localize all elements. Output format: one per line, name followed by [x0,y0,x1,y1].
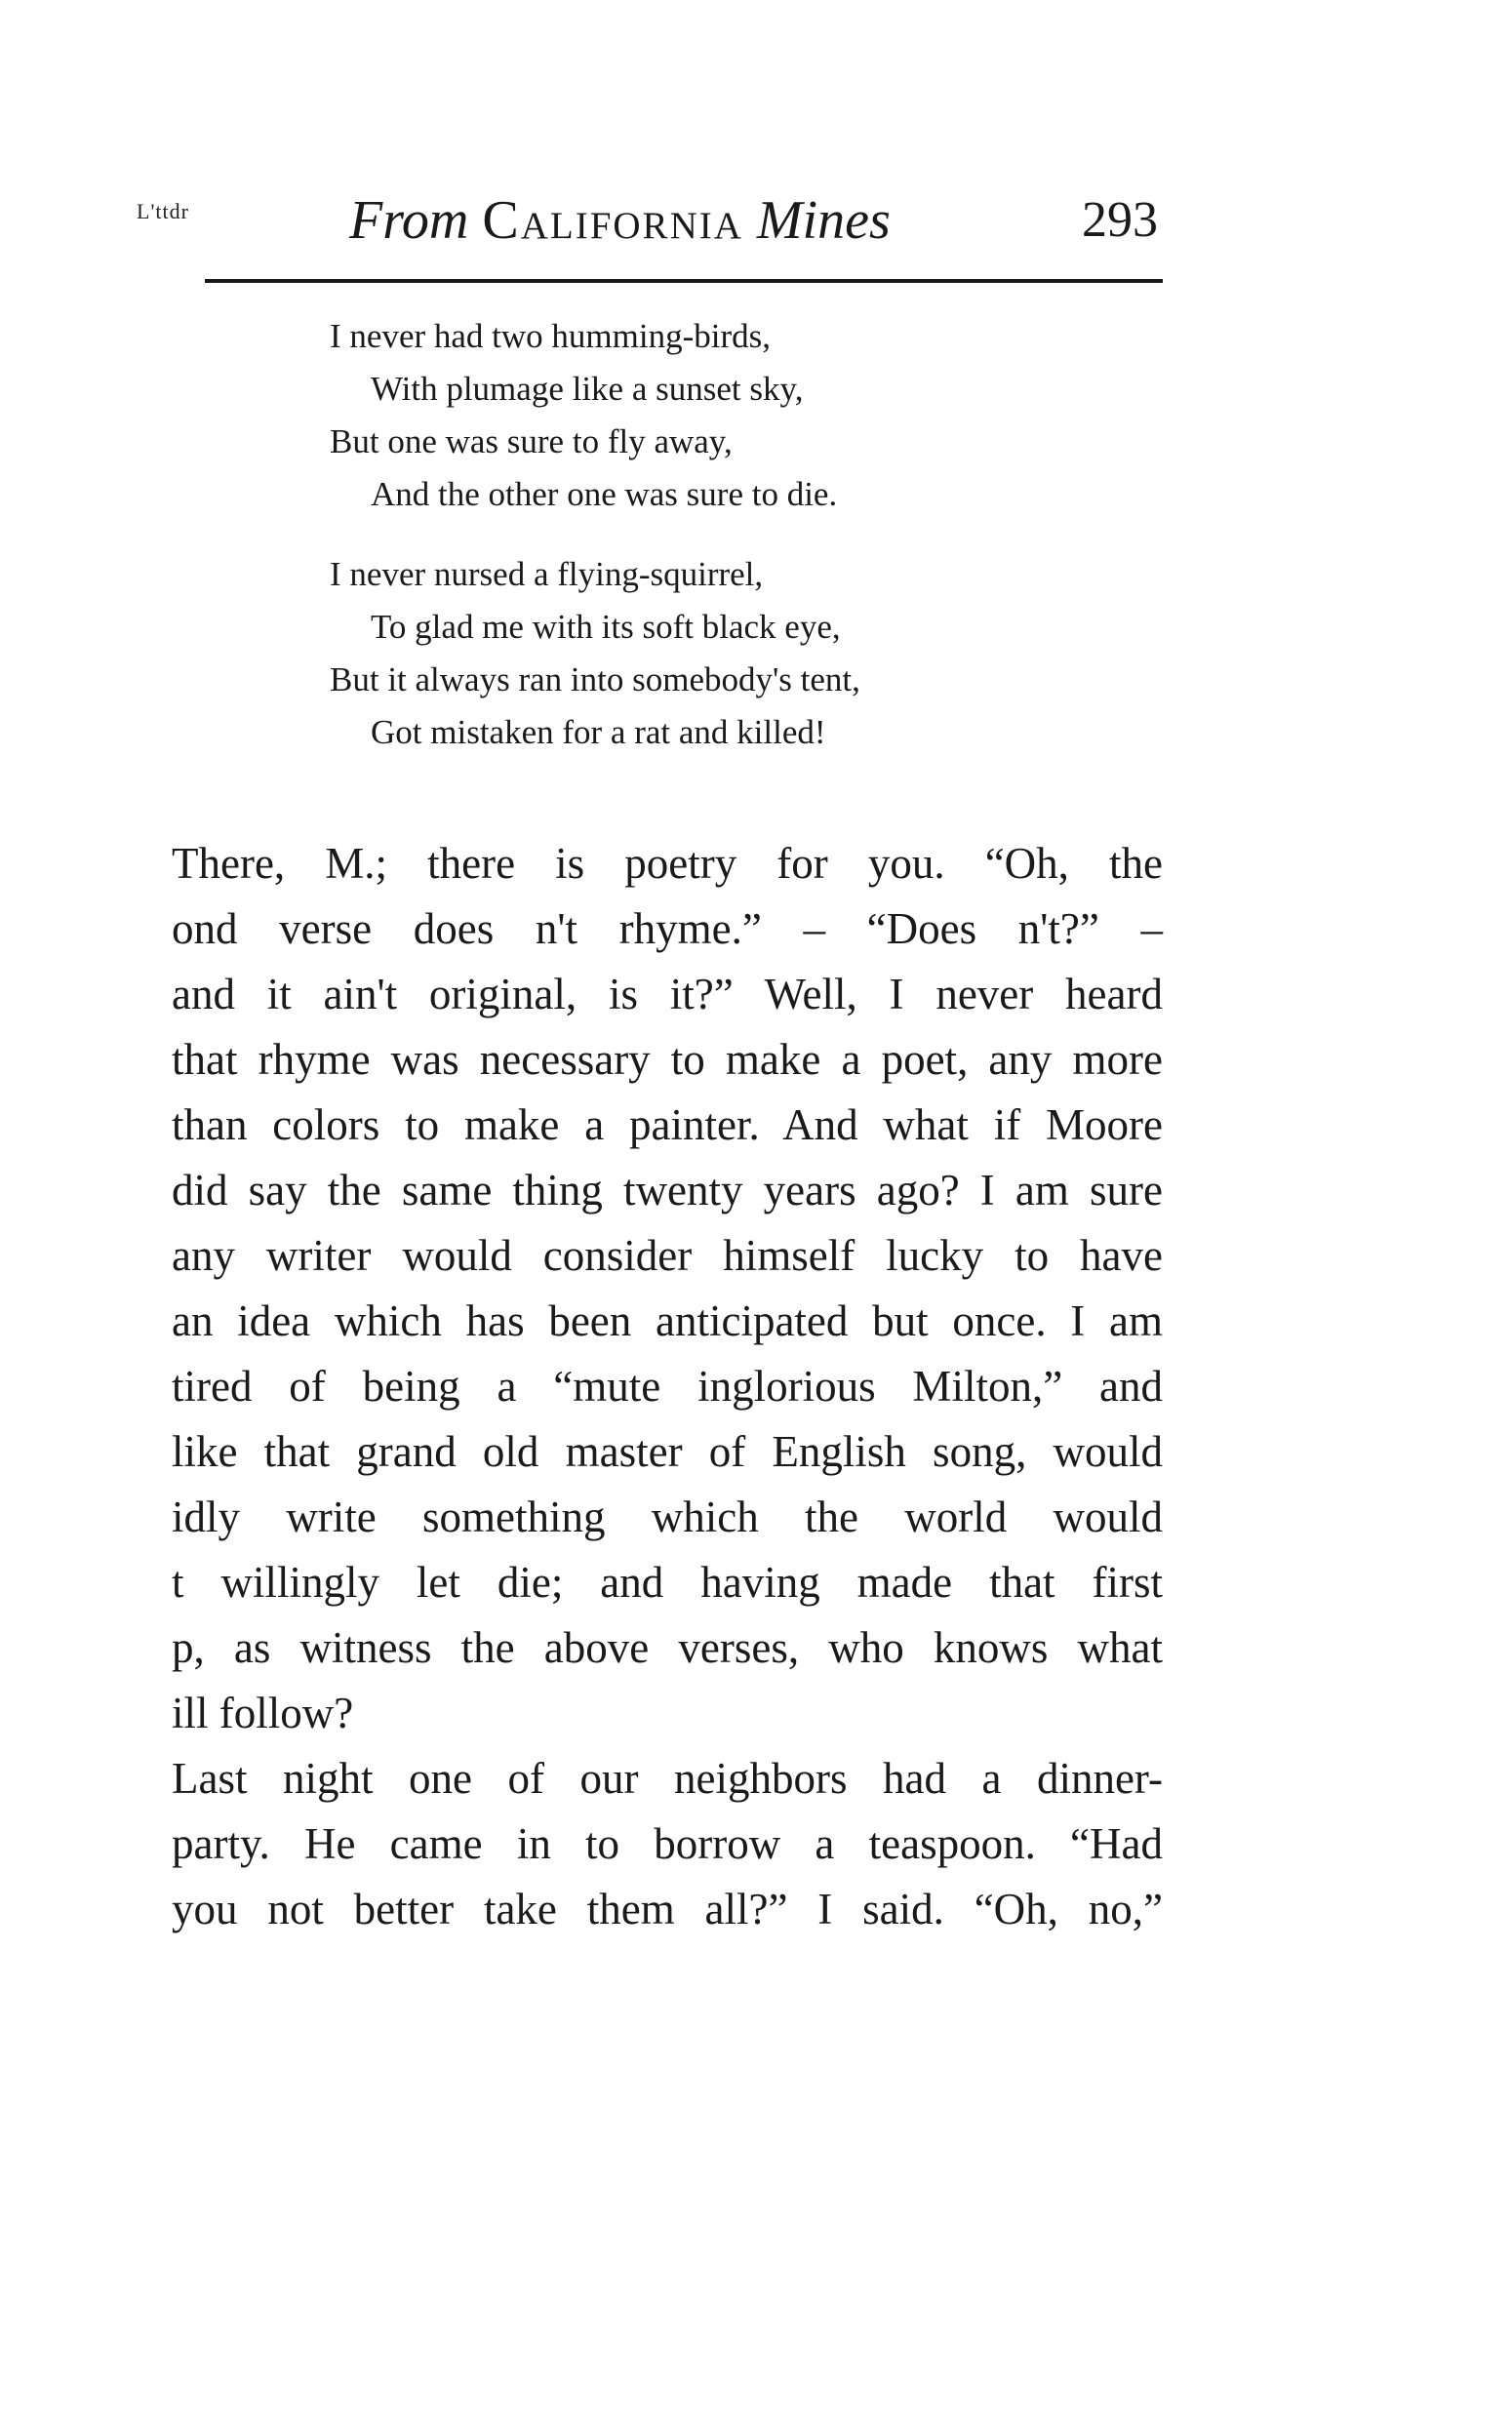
verse-line: With plumage like a sunset sky, [371,370,804,408]
prose-line: any writer would consider himself lucky to have [172,1231,1163,1280]
prose-line: like that grand old master of English song, would [172,1427,1163,1476]
running-head [137,185,1166,254]
prose-line: Last night one of our neighbors had a dinner- [172,1754,1163,1803]
paragraph [172,831,1163,1746]
prose-body [172,831,1163,1942]
paragraph [172,1746,1163,1942]
verse-line: I never nursed a flying-squirrel, [330,555,764,593]
prose-line: that rhyme was necessary to make a poet, any more [172,1035,1163,1084]
prose-line: ill follow? [172,1689,354,1737]
prose-line: and it ain't original, is it?” Well, I never heard [172,970,1163,1018]
poem-stanza [330,548,1032,759]
prose-line: you not better take them all?” I said. “Oh, no,” [172,1885,1163,1933]
poem [330,310,1032,786]
verse-line: But it always ran into somebody's tent, [330,660,860,698]
prose-line: t willingly let die; and having made that first [172,1558,1163,1607]
prose-line: p, as witness the above verses, who knows what [172,1623,1163,1672]
running-title-suffix: Mines [756,190,891,251]
prose-line: an idea which has been anticipated but once. I am [172,1296,1163,1345]
prose-line: did say the same thing twenty years ago? I am sure [172,1166,1163,1215]
prose-line: idly write something which the world would [172,1493,1163,1541]
running-title-prefix: From [349,190,469,251]
prose-line: than colors to make a painter. And what if Moore [172,1100,1163,1149]
prose-line: ond verse does n't rhyme.” – “Does n't?” – [172,904,1163,953]
prose-line: party. He came in to borrow a teaspoon. “Had [172,1819,1163,1868]
verse-line: Got mistaken for a rat and killed! [371,713,826,751]
marginal-annotation: L'ttdr [137,199,189,223]
verse-line: I never had two humming-birds, [330,317,771,355]
verse-line: And the other one was sure to die. [371,475,838,513]
verse-line: To glad me with its soft black eye, [371,608,841,646]
verse-line: But one was sure to fly away, [330,422,733,460]
poem-stanza [330,310,1032,521]
running-title [349,191,891,250]
running-title-caps: California [482,190,743,251]
prose-line: There, M.; there is poetry for you. “Oh, the [172,839,1163,888]
prose-line: tired of being a “mute inglorious Milton,” and [172,1362,1163,1411]
header-rule [205,279,1163,283]
page-number: 293 [1082,192,1158,248]
